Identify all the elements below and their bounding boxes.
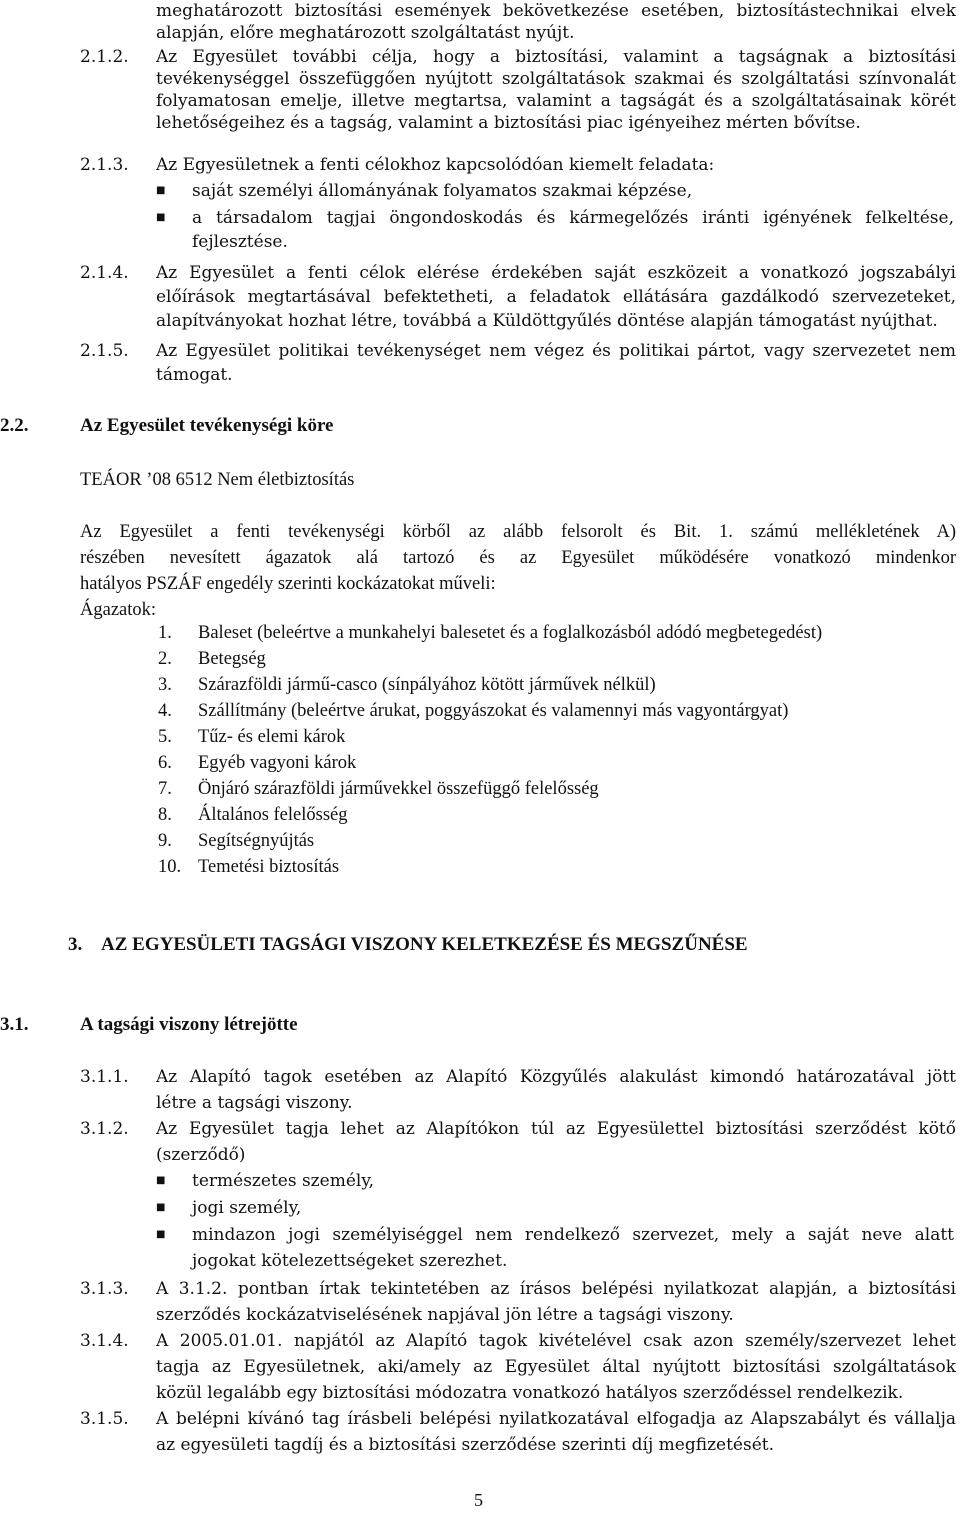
text-line: Az Egyesület további célja, hogy a biztosítási, valamint a tagságnak a biztosítási [156, 47, 956, 67]
text-line: részében nevesített ágazatok alá tartozó és az Egyesület működésére vonatkozó mindenkor [80, 548, 956, 568]
text-line: A 2005.01.01. napjától az Alapító tagok kivételével csak azon személy/szervezet lehet [156, 1331, 956, 1351]
branch-text: Általános felelősség [198, 805, 348, 825]
branch-item [158, 753, 356, 774]
bullet-text: jogi személy, [192, 1198, 302, 1218]
text-line: A belépni kívánó tag írásbeli belépési nyilatkozatával elfogadja az Alapszabályt és vállalja [156, 1409, 956, 1429]
section-title: Az Egyesület tevékenységi köre [80, 415, 334, 436]
chapter-number: 3. [68, 934, 83, 955]
page-number: 5 [474, 1490, 483, 1510]
bullet-text: jogokat kötelezettségeket szerezhet. [192, 1251, 508, 1271]
section-number: 3.1. [0, 1014, 29, 1035]
text-line: közül legalább egy biztosítási módozatra vonatkozó hatályos szerződéssel rendelkezik. [156, 1383, 904, 1403]
teaor-line [80, 467, 956, 493]
text-line: előírások megtartásával befektetheti, a feladatok ellátására gazdálkodó szervezeteket, [156, 287, 956, 307]
branch-text: Betegség [198, 649, 266, 669]
text-line: Az Egyesület a fenti célok elérése érdekében saját eszközeit a vonatkozó jogszabályi [156, 263, 956, 283]
bullet-square-icon: ■ [156, 185, 166, 196]
bullet-text: természetes személy, [192, 1171, 375, 1191]
text-line: Ágazatok: [80, 600, 157, 620]
branch-number: 1. [158, 623, 172, 643]
text-line: meghatározott biztosítási események bekövetkezése esetében, biztosítástechnikai elvek [156, 1, 956, 21]
teaor-text: TEÁOR ’08 6512 Nem életbiztosítás [80, 470, 355, 490]
text-line: támogat. [156, 365, 233, 385]
branch-number: 5. [158, 727, 172, 747]
paragraph-number: 2.1.3. [80, 155, 129, 175]
branch-number: 2. [158, 649, 172, 669]
paragraph-number: 2.1.4. [80, 263, 129, 283]
chapter-heading-3 [68, 934, 948, 956]
bullet-text: a társadalom tagjai öngondoskodás és kármegelőzés iránti igényének felkeltése, [192, 208, 954, 228]
bullet-text: fejlesztése. [192, 232, 288, 252]
bullet-text: mindazon jogi személyiséggel nem rendelkező szervezet, mely a saját neve alatt [192, 1225, 954, 1245]
branch-item [158, 727, 345, 748]
branch-item [158, 623, 822, 644]
bullet-square-icon: ■ [156, 1229, 166, 1240]
branch-number: 10. [158, 857, 182, 877]
branch-number: 3. [158, 675, 172, 695]
branch-text: Szállítmány (beleértve árukat, poggyászokat és valamennyi más vagyontárgyat) [198, 701, 789, 721]
branch-text: Szárazföldi jármű-casco (sínpályához kötött járművek nélkül) [198, 675, 656, 695]
branch-text: Egyéb vagyoni károk [198, 753, 357, 773]
activity-paragraph [80, 519, 956, 623]
text-line: A 3.1.2. pontban írtak tekintetében az írásos belépési nyilatkozat alapján, a biztosítási [156, 1279, 956, 1299]
branch-item [158, 675, 656, 696]
text-line: az egyesületi tagdíj és a biztosítási szerződése szerinti díj megfizetését. [156, 1435, 774, 1455]
text-line: folyamatosan emelje, illetve megtartsa, valamint a tagságát és a szolgáltatásainak körét [156, 91, 956, 111]
branch-text: Tűz- és elemi károk [198, 727, 346, 747]
text-line: alapítványokat hozhat létre, továbbá a Küldöttgyűlés döntése alapján támogatást nyújthat. [156, 311, 938, 331]
text-line: Az Egyesület politikai tevékenységet nem végez és politikai pártot, vagy szervezetet nem [156, 341, 956, 361]
paragraph-number: 2.1.5. [80, 341, 129, 361]
paragraph-number: 3.1.4. [80, 1331, 129, 1351]
text-line: Az Alapító tagok esetében az Alapító Közgyűlés alakulást kimondó határozatával jött [156, 1067, 956, 1087]
text-line: hatályos PSZÁF engedély szerinti kockázatokat műveli: [80, 574, 496, 594]
text-line: tevékenységgel összefüggően nyújtott szolgáltatások szakmai és szolgáltatási színvonalát [156, 69, 956, 89]
text-line: lehetőségeihez és a tagság, valamint a biztosítási piac igényeihez mérten bővítse. [156, 113, 861, 133]
branch-number: 4. [158, 701, 172, 721]
branch-text: Baleset (beleértve a munkahelyi balesetet és a foglalkozásból adódó megbetegedést) [198, 623, 823, 643]
chapter-title: AZ EGYESÜLETI TAGSÁGI VISZONY KELETKEZÉSE ÉS MEGSZŰNÉSE [101, 934, 748, 955]
paragraph-number: 3.1.1. [80, 1067, 129, 1087]
branch-text: Segítségnyújtás [198, 831, 315, 851]
branch-number: 7. [158, 779, 172, 799]
branch-number: 9. [158, 831, 172, 851]
branch-item [158, 649, 266, 670]
text-line: (szerződő) [156, 1145, 246, 1165]
text-line: Az Egyesület a fenti tevékenységi körből az alább felsorolt és Bit. 1. számú mellékletének A) [80, 522, 956, 542]
paragraph-number: 3.1.2. [80, 1119, 129, 1139]
branch-text: Temetési biztosítás [198, 857, 340, 877]
bullet-square-icon: ■ [156, 1175, 166, 1186]
branch-item [158, 805, 348, 826]
paragraph-number: 2.1.2. [80, 47, 129, 67]
branch-item [158, 857, 339, 878]
text-line: alapján, előre meghatározott szolgáltatást nyújt. [156, 23, 575, 43]
text-line: Az Egyesület tagja lehet az Alapítókon túl az Egyesülettel biztosítási szerződést kötő [156, 1119, 956, 1139]
section-title: A tagsági viszony létrejötte [80, 1014, 298, 1035]
section-number: 2.2. [0, 415, 29, 436]
branch-item [158, 701, 788, 722]
branch-number: 6. [158, 753, 172, 773]
branch-item [158, 779, 599, 800]
bullet-square-icon: ■ [156, 212, 166, 223]
text-line: tagja az Egyesületnek, aki/amely az Egyesület által nyújtott biztosítási szolgáltatások [156, 1357, 956, 1377]
paragraph-number: 3.1.5. [80, 1409, 129, 1429]
branch-text: Önjáró szárazföldi járművekkel összefüggő felelősség [198, 779, 599, 799]
text-line: Az Egyesületnek a fenti célokhoz kapcsolódóan kiemelt feladata: [156, 155, 715, 175]
branch-item [158, 831, 314, 852]
text-line: szerződés kockázatviselésének napjával jön létre a tagsági viszony. [156, 1305, 734, 1325]
text-line: létre a tagsági viszony. [156, 1093, 353, 1113]
branch-number: 8. [158, 805, 172, 825]
paragraph-number: 3.1.3. [80, 1279, 129, 1299]
bullet-square-icon: ■ [156, 1202, 166, 1213]
bullet-text: saját személyi állományának folyamatos szakmai képzése, [192, 181, 693, 201]
